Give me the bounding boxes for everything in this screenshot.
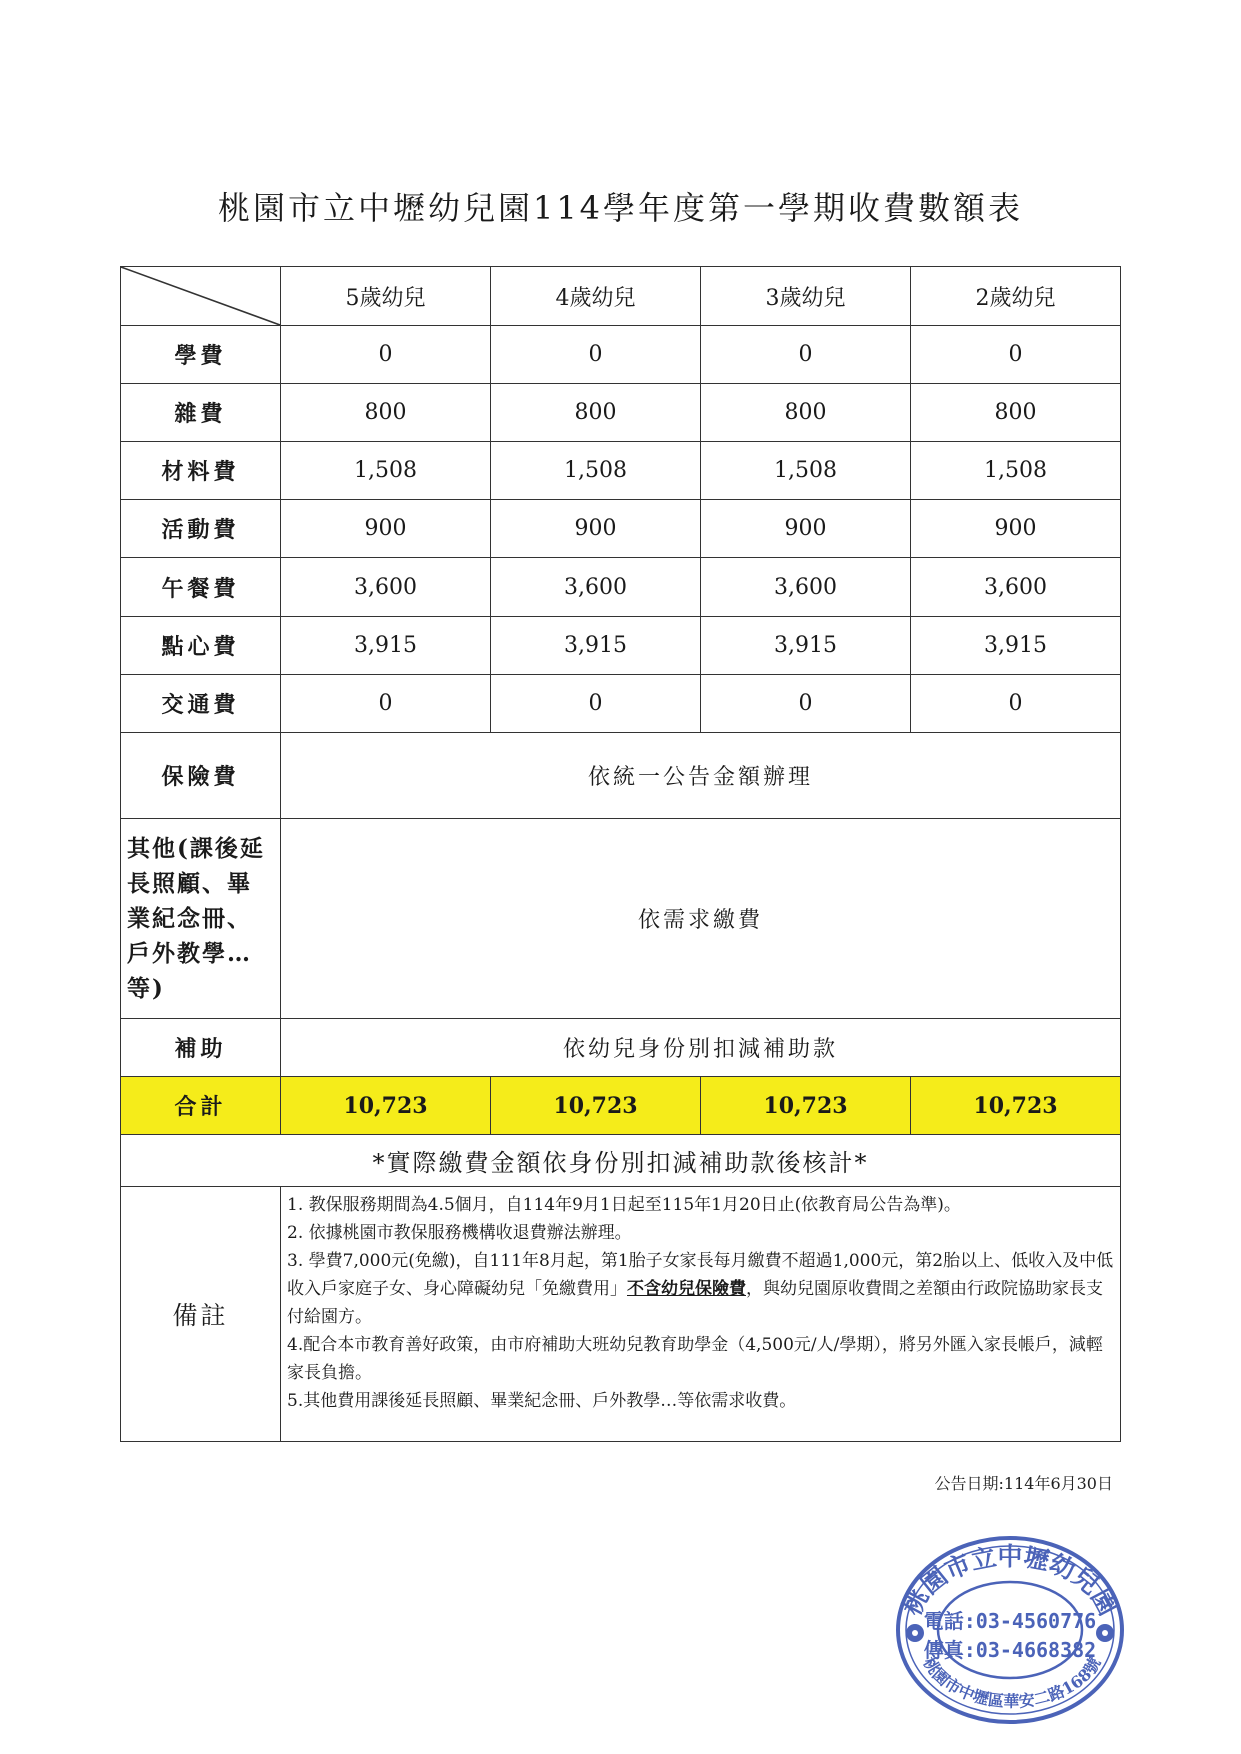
row-label: 補助 xyxy=(121,1019,281,1077)
table-cell: 0 xyxy=(281,326,491,384)
table-cell: 3,600 xyxy=(491,558,701,617)
table-cell: 900 xyxy=(281,500,491,558)
row-label: 合計 xyxy=(121,1077,281,1135)
column-header: 3歲幼兒 xyxy=(701,267,911,326)
table-cell: 3,600 xyxy=(911,558,1121,617)
total-row xyxy=(121,1077,1121,1135)
table-cell: 3,600 xyxy=(281,558,491,617)
column-header: 5歲幼兒 xyxy=(281,267,491,326)
actual-amount-note: *實際繳費金額依身份別扣減補助款後核計* xyxy=(121,1135,1121,1187)
total-cell: 10,723 xyxy=(491,1077,701,1135)
table-cell: 3,915 xyxy=(701,617,911,675)
stamp-name: 桃園市立中壢幼兒園 xyxy=(897,1542,1123,1621)
row-label: 點心費 xyxy=(121,617,281,675)
table-cell: 0 xyxy=(911,326,1121,384)
remark-item: 5.其他費用課後延長照顧、畢業紀念冊、戶外教學…等依需求收費。 xyxy=(287,1391,797,1411)
row-label: 材料費 xyxy=(121,442,281,500)
stamp-fax: 傳真:03-4668382 xyxy=(923,1638,1097,1662)
table-cell: 0 xyxy=(491,326,701,384)
total-cell: 10,723 xyxy=(911,1077,1121,1135)
remark-item: 1. 教保服務期間為4.5個月，自114年9月1日起至115年1月20日止(依教育局公告為準)。 xyxy=(287,1195,961,1215)
table-cell: 3,915 xyxy=(911,617,1121,675)
row-label: 備註 xyxy=(121,1187,281,1442)
row-label: 保險費 xyxy=(121,733,281,819)
table-cell: 0 xyxy=(281,675,491,733)
table-cell: 900 xyxy=(491,500,701,558)
column-header: 4歲幼兒 xyxy=(491,267,701,326)
table-cell: 1,508 xyxy=(281,442,491,500)
actual-amount-note-row xyxy=(121,1135,1121,1187)
row-label: 學費 xyxy=(121,326,281,384)
table-cell: 1,508 xyxy=(911,442,1121,500)
table-cell: 3,915 xyxy=(491,617,701,675)
fee-table xyxy=(120,266,1121,1442)
column-header: 2歲幼兒 xyxy=(911,267,1121,326)
stamp-phone: 電話:03-4560776 xyxy=(923,1609,1097,1633)
table-cell: 0 xyxy=(701,675,911,733)
table-cell: 3,600 xyxy=(701,558,911,617)
table-header-row xyxy=(121,267,1121,326)
announcement-date: 公告日期:114年6月30日 xyxy=(934,1474,1113,1493)
diagonal-line xyxy=(121,267,280,325)
remark-underlined-text: 不含幼兒保險費 xyxy=(627,1279,746,1299)
total-cell: 10,723 xyxy=(701,1077,911,1135)
remark-text: 3. 學費7,000元(免繳)，自111年8月起，第1胎子女家長每月繳費不超過1,000元，第2胎以上、低收入及中低收入戶家庭子女、身心障礙幼兒「免繳費用」 xyxy=(287,1251,1114,1299)
table-row xyxy=(121,326,1121,384)
insurance-row xyxy=(121,733,1121,819)
remark-text: ，與幼兒園原收費間之差額由行政院協助家長支付給園方。 xyxy=(287,1279,1103,1327)
table-cell: 0 xyxy=(701,326,911,384)
table-row xyxy=(121,675,1121,733)
table-cell: 800 xyxy=(281,384,491,442)
table-cell: 800 xyxy=(911,384,1121,442)
table-row xyxy=(121,500,1121,558)
subsidy-row xyxy=(121,1019,1121,1077)
table-cell: 0 xyxy=(491,675,701,733)
table-cell: 900 xyxy=(701,500,911,558)
official-seal-stamp xyxy=(885,1515,1135,1730)
remarks-row xyxy=(121,1187,1121,1442)
table-cell: 0 xyxy=(911,675,1121,733)
row-label: 雜費 xyxy=(121,384,281,442)
row-label: 交通費 xyxy=(121,675,281,733)
table-cell: 1,508 xyxy=(701,442,911,500)
remark-item xyxy=(287,1247,1114,1331)
table-cell: 900 xyxy=(911,500,1121,558)
table-row xyxy=(121,617,1121,675)
remarks-content xyxy=(281,1187,1121,1442)
table-cell: 800 xyxy=(491,384,701,442)
table-cell: 800 xyxy=(701,384,911,442)
subsidy-value: 依幼兒身份別扣減補助款 xyxy=(281,1019,1121,1077)
table-row xyxy=(121,442,1121,500)
insurance-value: 依統一公告金額辦理 xyxy=(281,733,1121,819)
other-fees-value: 依需求繳費 xyxy=(281,819,1121,1019)
table-row xyxy=(121,384,1121,442)
row-label: 活動費 xyxy=(121,500,281,558)
row-label: 午餐費 xyxy=(121,558,281,617)
remark-item: 4.配合本市教育善好政策，由市府補助大班幼兒教育助學金（4,500元/人/學期），將另外匯入家長帳戶，減輕家長負擔。 xyxy=(287,1335,1103,1383)
page-title: 桃園市立中壢幼兒園114學年度第一學期收費數額表 xyxy=(217,189,1024,227)
remark-item: 2. 依據桃園市教保服務機構收退費辦法辦理。 xyxy=(287,1223,632,1243)
total-cell: 10,723 xyxy=(281,1077,491,1135)
diagonal-corner-cell xyxy=(121,267,281,326)
table-cell: 1,508 xyxy=(491,442,701,500)
table-row xyxy=(121,558,1121,617)
table-cell: 3,915 xyxy=(281,617,491,675)
other-fees-row xyxy=(121,819,1121,1019)
stamp-address: 桃園市中壢區華安二路168號 xyxy=(919,1653,1105,1711)
row-label: 其他(課後延長照顧、畢業紀念冊、戶外教學…等) xyxy=(121,819,281,1019)
